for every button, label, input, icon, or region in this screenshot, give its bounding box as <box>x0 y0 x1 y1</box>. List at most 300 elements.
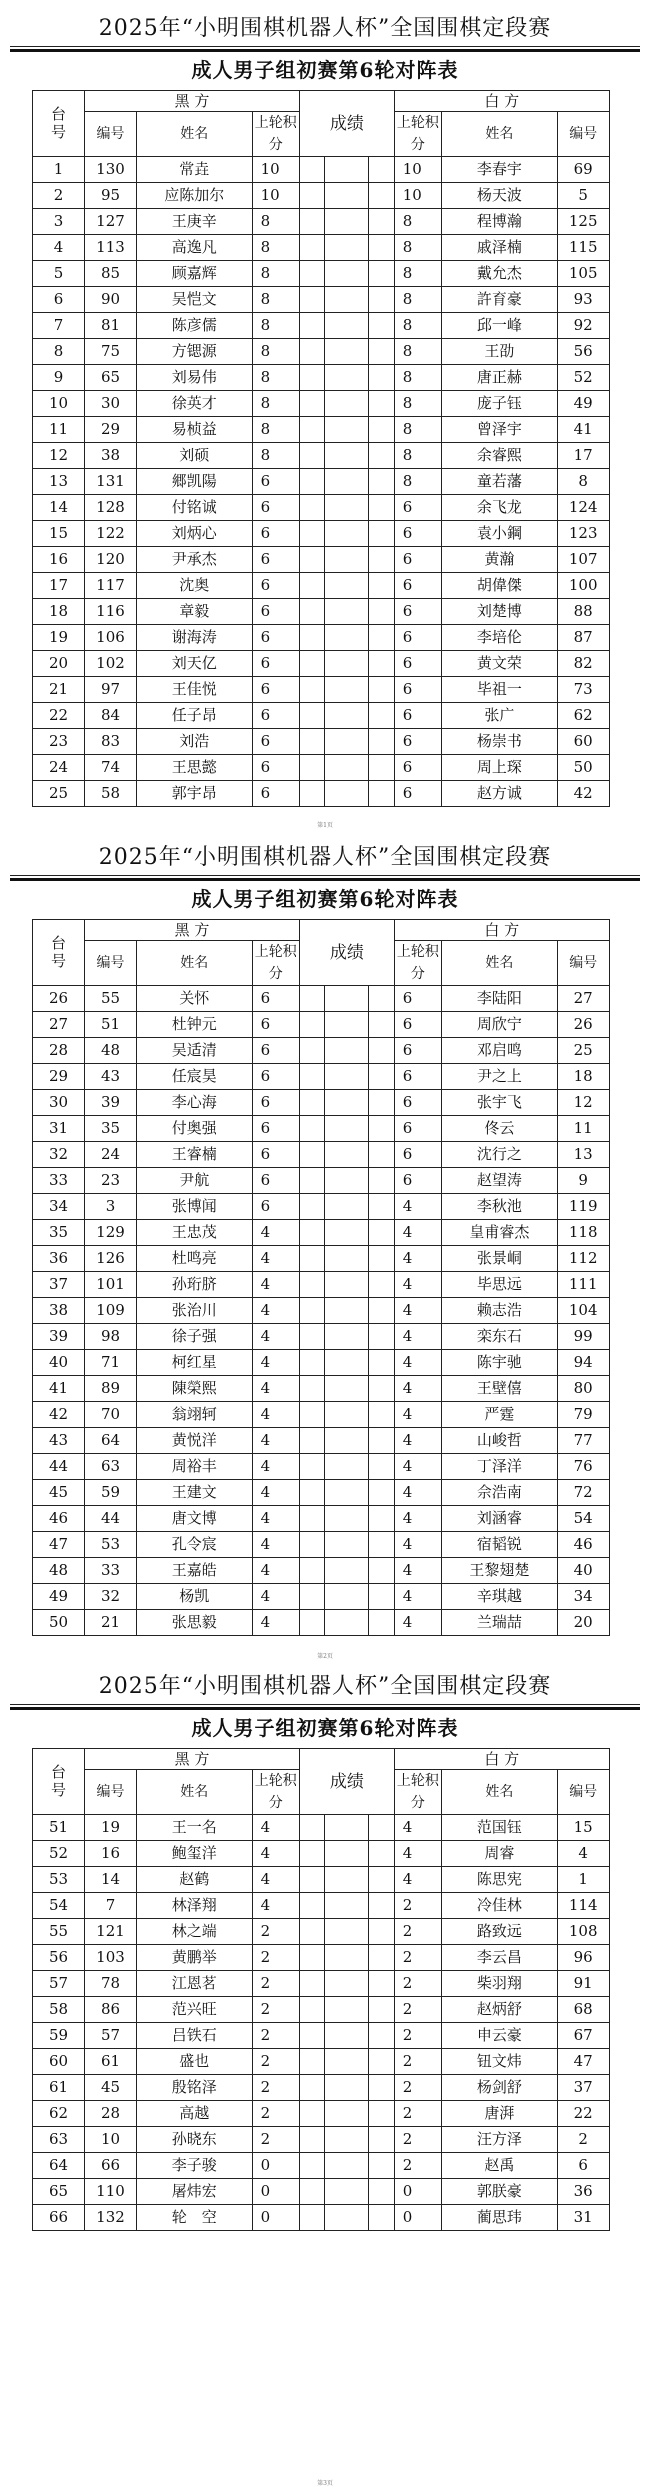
cell-white-prev-points: 2 <box>394 2075 441 2101</box>
cell-white-number: 112 <box>557 1246 609 1272</box>
cell-table-no: 6 <box>33 287 85 313</box>
cell-result-separator <box>325 703 369 729</box>
cell-black-name: 郭宇昂 <box>137 781 253 807</box>
cell-white-number: 99 <box>557 1324 609 1350</box>
cell-black-name: 杜鸣亮 <box>137 1246 253 1272</box>
header-black-side: 黑 方 <box>85 920 300 941</box>
cell-black-prev-points: 6 <box>252 1168 299 1194</box>
pairing-row <box>33 1867 610 1893</box>
cell-table-no: 30 <box>33 1090 85 1116</box>
cell-result-separator <box>325 1610 369 1636</box>
cell-result-white <box>369 1246 394 1272</box>
cell-result-separator <box>325 1064 369 1090</box>
cell-white-prev-points: 0 <box>394 2205 441 2231</box>
cell-white-prev-points: 2 <box>394 1971 441 1997</box>
cell-result-separator <box>325 1506 369 1532</box>
pairing-row <box>33 781 610 807</box>
cell-black-name: 吴恺文 <box>137 287 253 313</box>
cell-black-prev-points: 2 <box>252 2075 299 2101</box>
cell-white-name: 邓启鸣 <box>442 1038 558 1064</box>
pairing-row <box>33 313 610 339</box>
cell-black-prev-points: 4 <box>252 1584 299 1610</box>
cell-black-name: 付奥强 <box>137 1116 253 1142</box>
cell-result-separator <box>325 1480 369 1506</box>
cell-result-black <box>300 1142 325 1168</box>
cell-white-prev-points: 2 <box>394 2127 441 2153</box>
cell-table-no: 58 <box>33 1997 85 2023</box>
cell-black-name: 方锶源 <box>137 339 253 365</box>
cell-white-name: 毕祖一 <box>442 677 558 703</box>
cell-white-name: 余飞龙 <box>442 495 558 521</box>
cell-white-number: 87 <box>557 625 609 651</box>
cell-result-black <box>300 599 325 625</box>
cell-black-number: 110 <box>85 2179 137 2205</box>
cell-result-separator <box>325 2075 369 2101</box>
cell-white-number: 49 <box>557 391 609 417</box>
cell-black-name: 赵鹤 <box>137 1867 253 1893</box>
cell-black-name: 章毅 <box>137 599 253 625</box>
cell-white-name: 許育豪 <box>442 287 558 313</box>
cell-result-separator <box>325 1428 369 1454</box>
cell-result-black <box>300 2075 325 2101</box>
cell-black-prev-points: 8 <box>252 235 299 261</box>
cell-black-name: 刘浩 <box>137 729 253 755</box>
cell-black-name: 张治川 <box>137 1298 253 1324</box>
cell-black-prev-points: 6 <box>252 703 299 729</box>
cell-black-name: 陳榮熙 <box>137 1376 253 1402</box>
cell-black-number: 19 <box>85 1815 137 1841</box>
cell-white-number: 69 <box>557 157 609 183</box>
cell-table-no: 42 <box>33 1402 85 1428</box>
cell-black-number: 132 <box>85 2205 137 2231</box>
cell-black-name: 张博闻 <box>137 1194 253 1220</box>
table-title: 成人男子组初赛第6轮对阵表 <box>191 1716 459 1740</box>
cell-black-prev-points: 4 <box>252 1454 299 1480</box>
cell-result-separator <box>325 469 369 495</box>
cell-black-prev-points: 4 <box>252 1480 299 1506</box>
cell-table-no: 40 <box>33 1350 85 1376</box>
cell-white-prev-points: 2 <box>394 2153 441 2179</box>
cell-result-separator <box>325 495 369 521</box>
cell-result-separator <box>325 1815 369 1841</box>
cell-black-prev-points: 6 <box>252 1090 299 1116</box>
cell-black-name: 唐文博 <box>137 1506 253 1532</box>
cell-white-name: 赵方诚 <box>442 781 558 807</box>
cell-black-prev-points: 6 <box>252 1194 299 1220</box>
cell-black-name: 孙珩脐 <box>137 1272 253 1298</box>
cell-table-no: 27 <box>33 1012 85 1038</box>
cell-result-white <box>369 235 394 261</box>
cell-white-number: 72 <box>557 1480 609 1506</box>
cell-result-black <box>300 2205 325 2231</box>
cell-black-number: 61 <box>85 2049 137 2075</box>
cell-white-number: 6 <box>557 2153 609 2179</box>
pairing-row <box>33 1558 610 1584</box>
cell-black-number: 44 <box>85 1506 137 1532</box>
cell-black-name: 林之端 <box>137 1919 253 1945</box>
cell-result-white <box>369 677 394 703</box>
cell-black-number: 53 <box>85 1532 137 1558</box>
pairing-row <box>33 1298 610 1324</box>
pairing-row <box>33 703 610 729</box>
cell-result-black <box>300 235 325 261</box>
cell-table-no: 50 <box>33 1610 85 1636</box>
cell-table-no: 17 <box>33 573 85 599</box>
pairing-row <box>33 1919 610 1945</box>
cell-table-no: 65 <box>33 2179 85 2205</box>
cell-result-separator <box>325 1402 369 1428</box>
header-white-number: 编号 <box>557 941 609 986</box>
cell-result-separator <box>325 1945 369 1971</box>
cell-result-black <box>300 1971 325 1997</box>
cell-black-prev-points: 6 <box>252 1142 299 1168</box>
cell-table-no: 38 <box>33 1298 85 1324</box>
pairing-row <box>33 599 610 625</box>
cell-result-black <box>300 1116 325 1142</box>
cell-result-black <box>300 2023 325 2049</box>
cell-white-name: 申云豪 <box>442 2023 558 2049</box>
header-white-side: 白 方 <box>394 920 609 941</box>
pairing-table <box>32 1748 610 2231</box>
cell-white-prev-points: 6 <box>394 703 441 729</box>
cell-black-name: 刘天亿 <box>137 651 253 677</box>
cell-table-no: 2 <box>33 183 85 209</box>
cell-result-white <box>369 625 394 651</box>
cell-black-prev-points: 8 <box>252 261 299 287</box>
cell-black-name: 关怀 <box>137 986 253 1012</box>
cell-black-number: 21 <box>85 1610 137 1636</box>
cell-result-separator <box>325 599 369 625</box>
cell-result-white <box>369 2127 394 2153</box>
cell-result-separator <box>325 417 369 443</box>
cell-result-separator <box>325 1324 369 1350</box>
pairing-row <box>33 625 610 651</box>
cell-result-separator <box>325 677 369 703</box>
cell-result-white <box>369 547 394 573</box>
cell-table-no: 20 <box>33 651 85 677</box>
cell-white-prev-points: 4 <box>394 1867 441 1893</box>
header-white-prev-points: 上轮积分 <box>394 112 441 157</box>
cell-black-prev-points: 6 <box>252 1038 299 1064</box>
pairing-row <box>33 1532 610 1558</box>
cell-table-no: 64 <box>33 2153 85 2179</box>
cell-white-number: 4 <box>557 1841 609 1867</box>
cell-black-prev-points: 2 <box>252 2127 299 2153</box>
cell-black-number: 33 <box>85 1558 137 1584</box>
cell-result-separator <box>325 1893 369 1919</box>
cell-black-prev-points: 10 <box>252 183 299 209</box>
header-black-name: 姓名 <box>137 941 253 986</box>
cell-black-number: 101 <box>85 1272 137 1298</box>
cell-white-number: 11 <box>557 1116 609 1142</box>
cell-result-black <box>300 365 325 391</box>
cell-black-name: 顾嘉辉 <box>137 261 253 287</box>
cell-table-no: 33 <box>33 1168 85 1194</box>
cell-table-no: 62 <box>33 2101 85 2127</box>
cell-black-name: 王忠茂 <box>137 1220 253 1246</box>
header-white-name: 姓名 <box>442 112 558 157</box>
header-white-prev-points: 上轮积分 <box>394 941 441 986</box>
cell-white-number: 119 <box>557 1194 609 1220</box>
header-row <box>33 920 610 941</box>
pairing-row <box>33 547 610 573</box>
cell-white-prev-points: 6 <box>394 781 441 807</box>
cell-table-no: 29 <box>33 1064 85 1090</box>
cell-white-name: 赵禹 <box>442 2153 558 2179</box>
cell-result-black <box>300 2179 325 2205</box>
cell-black-prev-points: 2 <box>252 1997 299 2023</box>
cell-result-black <box>300 1428 325 1454</box>
cell-white-name: 蔺思玮 <box>442 2205 558 2231</box>
cell-result-black <box>300 755 325 781</box>
cell-black-name: 范兴旺 <box>137 1997 253 2023</box>
cell-table-no: 28 <box>33 1038 85 1064</box>
cell-result-separator <box>325 2101 369 2127</box>
cell-white-name: 王黎翅楚 <box>442 1558 558 1584</box>
cell-result-separator <box>325 313 369 339</box>
pairing-row <box>33 1064 610 1090</box>
cell-result-black <box>300 1997 325 2023</box>
pairing-row <box>33 986 610 1012</box>
cell-white-number: 12 <box>557 1090 609 1116</box>
cell-table-no: 31 <box>33 1116 85 1142</box>
cell-white-prev-points: 4 <box>394 1194 441 1220</box>
cell-black-name: 任子昂 <box>137 703 253 729</box>
cell-white-name: 李秋池 <box>442 1194 558 1220</box>
header-black-name: 姓名 <box>137 1770 253 1815</box>
cell-result-black <box>300 1064 325 1090</box>
cell-result-separator <box>325 2023 369 2049</box>
cell-black-number: 70 <box>85 1402 137 1428</box>
cell-result-separator <box>325 1971 369 1997</box>
header-black-number: 编号 <box>85 112 137 157</box>
cell-white-name: 范国钰 <box>442 1815 558 1841</box>
cell-black-name: 陈彦儒 <box>137 313 253 339</box>
cell-white-number: 18 <box>557 1064 609 1090</box>
cell-result-separator <box>325 443 369 469</box>
cell-white-name: 赖志浩 <box>442 1298 558 1324</box>
cell-result-white <box>369 1116 394 1142</box>
cell-white-name: 赵望涛 <box>442 1168 558 1194</box>
cell-black-number: 109 <box>85 1298 137 1324</box>
cell-result-black <box>300 729 325 755</box>
cell-white-name: 李春宇 <box>442 157 558 183</box>
cell-result-separator <box>325 1350 369 1376</box>
cell-white-number: 9 <box>557 1168 609 1194</box>
cell-table-no: 36 <box>33 1246 85 1272</box>
cell-black-prev-points: 8 <box>252 391 299 417</box>
cell-result-white <box>369 287 394 313</box>
cell-black-number: 102 <box>85 651 137 677</box>
cell-result-black <box>300 1815 325 1841</box>
cell-black-name: 徐英才 <box>137 391 253 417</box>
cell-result-white <box>369 1038 394 1064</box>
cell-result-separator <box>325 1532 369 1558</box>
pairing-row <box>33 2205 610 2231</box>
cell-result-white <box>369 313 394 339</box>
cell-result-white <box>369 2049 394 2075</box>
cell-black-prev-points: 0 <box>252 2179 299 2205</box>
cell-black-prev-points: 4 <box>252 1558 299 1584</box>
cell-result-separator <box>325 339 369 365</box>
cell-table-no: 8 <box>33 339 85 365</box>
header-white-number: 编号 <box>557 112 609 157</box>
pairing-row <box>33 443 610 469</box>
cell-result-white <box>369 1454 394 1480</box>
cell-white-name: 周上琛 <box>442 755 558 781</box>
pairing-row <box>33 2127 610 2153</box>
cell-black-number: 23 <box>85 1168 137 1194</box>
cell-white-name: 唐湃 <box>442 2101 558 2127</box>
cell-black-number: 97 <box>85 677 137 703</box>
cell-result-white <box>369 2179 394 2205</box>
cell-white-name: 陈宇驰 <box>442 1350 558 1376</box>
cell-result-separator <box>325 729 369 755</box>
header-black-number: 编号 <box>85 1770 137 1815</box>
cell-white-prev-points: 0 <box>394 2179 441 2205</box>
cell-result-white <box>369 417 394 443</box>
cell-table-no: 11 <box>33 417 85 443</box>
cell-result-separator <box>325 1454 369 1480</box>
cell-result-separator <box>325 1090 369 1116</box>
cell-white-name: 周欣宁 <box>442 1012 558 1038</box>
cell-white-name: 柴羽翔 <box>442 1971 558 1997</box>
cell-white-name: 袁小鋼 <box>442 521 558 547</box>
cell-black-number: 127 <box>85 209 137 235</box>
cell-table-no: 57 <box>33 1971 85 1997</box>
cell-result-white <box>369 1350 394 1376</box>
cell-white-name: 路致远 <box>442 1919 558 1945</box>
cell-black-number: 30 <box>85 391 137 417</box>
cell-white-name: 冷佳林 <box>442 1893 558 1919</box>
cell-black-name: 吕铁石 <box>137 2023 253 2049</box>
cell-result-separator <box>325 521 369 547</box>
cell-white-name: 胡偉傑 <box>442 573 558 599</box>
cell-white-prev-points: 10 <box>394 183 441 209</box>
cell-white-number: 41 <box>557 417 609 443</box>
cell-white-number: 115 <box>557 235 609 261</box>
cell-table-no: 48 <box>33 1558 85 1584</box>
cell-black-name: 刘硕 <box>137 443 253 469</box>
cell-black-name: 屠炜宏 <box>137 2179 253 2205</box>
pairing-row <box>33 677 610 703</box>
cell-white-prev-points: 2 <box>394 1893 441 1919</box>
cell-table-no: 15 <box>33 521 85 547</box>
cell-result-black <box>300 2049 325 2075</box>
cell-result-black <box>300 677 325 703</box>
cell-white-name: 严霆 <box>442 1402 558 1428</box>
cell-black-name: 沈奥 <box>137 573 253 599</box>
cell-white-number: 13 <box>557 1142 609 1168</box>
cell-white-name: 丁泽洋 <box>442 1454 558 1480</box>
cell-result-separator <box>325 261 369 287</box>
pairing-row <box>33 417 610 443</box>
cell-black-name: 尹承杰 <box>137 547 253 573</box>
cell-result-white <box>369 1402 394 1428</box>
pairing-row <box>33 261 610 287</box>
cell-table-no: 55 <box>33 1919 85 1945</box>
cell-white-number: 108 <box>557 1919 609 1945</box>
cell-white-name: 佟云 <box>442 1116 558 1142</box>
cell-black-prev-points: 8 <box>252 209 299 235</box>
cell-white-prev-points: 8 <box>394 339 441 365</box>
cell-white-name: 佘浩南 <box>442 1480 558 1506</box>
cell-black-name: 尹航 <box>137 1168 253 1194</box>
cell-white-name: 陈思宪 <box>442 1867 558 1893</box>
cell-white-prev-points: 4 <box>394 1558 441 1584</box>
cell-black-number: 63 <box>85 1454 137 1480</box>
cell-white-name: 宿韬锐 <box>442 1532 558 1558</box>
cell-black-prev-points: 2 <box>252 2049 299 2075</box>
header-black-prev-points: 上轮积分 <box>252 941 299 986</box>
cell-white-number: 68 <box>557 1997 609 2023</box>
cell-black-number: 85 <box>85 261 137 287</box>
cell-result-separator <box>325 1558 369 1584</box>
cell-table-no: 16 <box>33 547 85 573</box>
cell-result-white <box>369 1815 394 1841</box>
pairing-row <box>33 391 610 417</box>
cell-white-number: 107 <box>557 547 609 573</box>
cell-black-prev-points: 8 <box>252 313 299 339</box>
cell-black-prev-points: 2 <box>252 1971 299 1997</box>
cell-table-no: 41 <box>33 1376 85 1402</box>
cell-result-black <box>300 1246 325 1272</box>
table-title: 成人男子组初赛第6轮对阵表 <box>191 887 459 911</box>
cell-result-black <box>300 261 325 287</box>
cell-black-number: 116 <box>85 599 137 625</box>
cell-table-no: 45 <box>33 1480 85 1506</box>
cell-black-number: 75 <box>85 339 137 365</box>
cell-table-no: 46 <box>33 1506 85 1532</box>
cell-black-name: 李子骏 <box>137 2153 253 2179</box>
cell-white-prev-points: 6 <box>394 755 441 781</box>
cell-black-number: 35 <box>85 1116 137 1142</box>
cell-white-prev-points: 2 <box>394 2049 441 2075</box>
cell-white-prev-points: 6 <box>394 625 441 651</box>
cell-white-number: 123 <box>557 521 609 547</box>
cell-black-name: 王思懿 <box>137 755 253 781</box>
cell-white-name: 戚泽楠 <box>442 235 558 261</box>
cell-black-number: 57 <box>85 2023 137 2049</box>
pairing-table <box>32 919 610 1636</box>
pairing-row <box>33 2049 610 2075</box>
cell-result-white <box>369 1142 394 1168</box>
cell-black-name: 王建文 <box>137 1480 253 1506</box>
cell-black-name: 王庚辛 <box>137 209 253 235</box>
cell-black-prev-points: 4 <box>252 1220 299 1246</box>
page-mark: 第2页 <box>317 1653 333 1660</box>
cell-black-name: 常垚 <box>137 157 253 183</box>
cell-white-number: 46 <box>557 1532 609 1558</box>
cell-result-white <box>369 755 394 781</box>
pairing-row <box>33 729 610 755</box>
cell-black-number: 90 <box>85 287 137 313</box>
cell-black-prev-points: 6 <box>252 1064 299 1090</box>
cell-white-prev-points: 4 <box>394 1272 441 1298</box>
cell-black-name: 高逸凡 <box>137 235 253 261</box>
cell-result-white <box>369 443 394 469</box>
cell-result-white <box>369 391 394 417</box>
cell-result-black <box>300 781 325 807</box>
cell-white-prev-points: 6 <box>394 1168 441 1194</box>
header-table-no-label: 台号 <box>51 1763 67 1799</box>
cell-white-name: 童若藩 <box>442 469 558 495</box>
cell-result-separator <box>325 986 369 1012</box>
cell-white-number: 91 <box>557 1971 609 1997</box>
pairing-row <box>33 1610 610 1636</box>
cell-result-black <box>300 469 325 495</box>
cell-result-separator <box>325 1012 369 1038</box>
